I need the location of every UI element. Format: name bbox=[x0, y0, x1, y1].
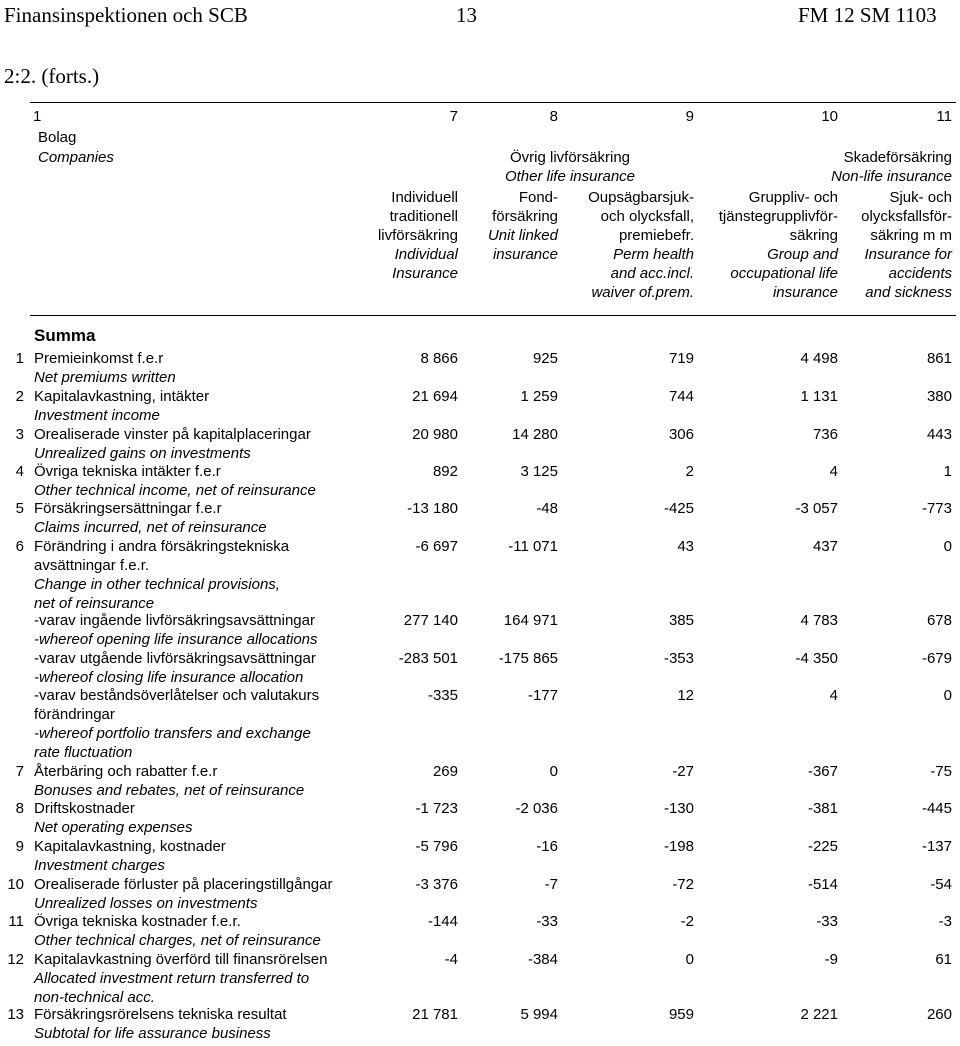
table-cell: 4 783 bbox=[800, 612, 838, 629]
row-label-sv: Orealiserade förluster på placeringstillgångar bbox=[34, 876, 333, 893]
table-cell: -16 bbox=[536, 838, 558, 855]
table-cell: 3 125 bbox=[520, 463, 558, 480]
col10-line: tjänstegrupplivför- bbox=[718, 208, 838, 225]
table-cell: 14 280 bbox=[512, 426, 558, 443]
row-label-sv: Kapitalavkastning, intäkter bbox=[34, 388, 210, 405]
page-header-right: FM 12 SM 1103 bbox=[798, 3, 937, 27]
col11-line: olycksfallsför- bbox=[861, 208, 952, 225]
row-label-en: net of reinsurance bbox=[34, 595, 155, 612]
table-cell: -679 bbox=[921, 650, 952, 667]
table-cell: -283 501 bbox=[398, 650, 458, 667]
table-cell: -177 bbox=[527, 687, 558, 704]
table-cell: -425 bbox=[663, 500, 694, 517]
header-bottom-rule bbox=[30, 315, 956, 316]
table-cell: -2 bbox=[680, 913, 694, 930]
summa-heading: Summa bbox=[34, 326, 96, 345]
table-cell: 164 971 bbox=[503, 612, 558, 629]
table-cell: 0 bbox=[943, 687, 952, 704]
col9-line-en: waiver of.prem. bbox=[591, 284, 694, 301]
table-cell: -1 723 bbox=[415, 800, 458, 817]
table-cell: 1 259 bbox=[520, 388, 558, 405]
row-number: 5 bbox=[15, 500, 24, 517]
col-number-7: 7 bbox=[449, 108, 458, 125]
row-label-en: non-technical acc. bbox=[34, 989, 155, 1006]
col7-line: traditionell bbox=[389, 208, 458, 225]
table-cell: -445 bbox=[921, 800, 952, 817]
row-label-sv: Kapitalavkastning överförd till finansrörelsen bbox=[34, 951, 328, 968]
table-cell: -7 bbox=[544, 876, 558, 893]
col8-line-en: Unit linked bbox=[487, 227, 558, 244]
table-cell: -773 bbox=[921, 500, 952, 517]
row-label-en: Allocated investment return transferred to bbox=[34, 970, 310, 987]
table-cell: 260 bbox=[926, 1006, 952, 1023]
table-top-rule bbox=[30, 102, 956, 103]
row-label-sv: Övriga tekniska kostnader f.e.r. bbox=[34, 913, 241, 930]
page-number: 13 bbox=[456, 3, 477, 27]
table-cell: -3 057 bbox=[795, 500, 838, 517]
row-label-sv: -varav beståndsöverlåtelser och valutakurs bbox=[34, 687, 320, 704]
row-number: 9 bbox=[15, 838, 24, 855]
col10-line-en: insurance bbox=[772, 284, 838, 301]
row-label-en: Net premiums written bbox=[34, 369, 176, 386]
table-cell: 277 140 bbox=[403, 612, 458, 629]
table-cell: -5 796 bbox=[415, 838, 458, 855]
row-label-sv: avsättningar f.e.r. bbox=[34, 557, 150, 574]
row-number: 1 bbox=[15, 350, 24, 367]
row-number: 12 bbox=[7, 951, 24, 968]
row-label-en: Net operating expenses bbox=[34, 819, 193, 836]
table-cell: -367 bbox=[807, 763, 838, 780]
col10-line-en: Group and bbox=[767, 246, 838, 263]
row-number: 6 bbox=[15, 538, 24, 555]
row-label-sv: -varav ingående livförsäkringsavsättningar bbox=[34, 612, 315, 629]
table-cell: -33 bbox=[536, 913, 558, 930]
table-cell: -175 865 bbox=[498, 650, 558, 667]
row-label-sv: -varav utgående livförsäkringsavsättningar bbox=[34, 650, 316, 667]
table-cell: 736 bbox=[812, 426, 838, 443]
table-cell: -27 bbox=[672, 763, 694, 780]
table-cell: 678 bbox=[926, 612, 952, 629]
table-cell: 5 994 bbox=[520, 1006, 558, 1023]
row-label-sv: Förändring i andra försäkringstekniska bbox=[34, 538, 290, 555]
table-cell: -3 376 bbox=[415, 876, 458, 893]
table-cell: 925 bbox=[532, 350, 558, 367]
col10-line: säkring bbox=[789, 227, 838, 244]
col9-line-en: and acc.incl. bbox=[610, 265, 694, 282]
table-cell: -137 bbox=[921, 838, 952, 855]
group-other-life-sv: Övrig livförsäkring bbox=[509, 149, 631, 166]
table-cell: -48 bbox=[536, 500, 558, 517]
table-cell: -4 bbox=[444, 951, 458, 968]
row-number: 7 bbox=[15, 763, 24, 780]
section-title: 2:2. (forts.) bbox=[4, 64, 100, 88]
table-cell: 2 bbox=[685, 463, 694, 480]
table-cell: 8 866 bbox=[420, 350, 458, 367]
row-number: 3 bbox=[15, 426, 24, 443]
row-label-en: -whereof opening life insurance allocations bbox=[34, 631, 318, 648]
table-cell: 861 bbox=[926, 350, 952, 367]
table-cell: -514 bbox=[807, 876, 838, 893]
table-cell: 43 bbox=[677, 538, 694, 555]
table-cell: -198 bbox=[663, 838, 694, 855]
row-label-en: Investment charges bbox=[34, 857, 165, 874]
table-cell: 380 bbox=[926, 388, 952, 405]
row-number: 10 bbox=[7, 876, 24, 893]
row-label-en: Investment income bbox=[34, 407, 160, 424]
col8-line: försäkring bbox=[492, 208, 558, 225]
row-label-sv: Orealiserade vinster på kapitalplaceringar bbox=[34, 426, 311, 443]
col-number-1: 1 bbox=[33, 108, 42, 125]
row-label-en: Other technical charges, net of reinsurance bbox=[34, 932, 321, 949]
col9-line: Oupsägbarsjuk- bbox=[588, 189, 694, 206]
row-label-en: Unrealized gains on investments bbox=[34, 445, 251, 462]
page-header-left: Finansinspektionen och SCB bbox=[4, 3, 248, 27]
group-nonlife-sv: Skadeförsäkring bbox=[843, 149, 952, 166]
col-number-11: 11 bbox=[936, 108, 952, 125]
table-cell: -11 071 bbox=[508, 538, 558, 555]
col-number-9: 9 bbox=[685, 108, 694, 125]
table-cell: 1 131 bbox=[800, 388, 838, 405]
row-label-en: -whereof portfolio transfers and exchange bbox=[34, 725, 311, 742]
col8-line-en: insurance bbox=[492, 246, 558, 263]
table-cell: -13 180 bbox=[407, 500, 458, 517]
table-cell: -6 697 bbox=[415, 538, 458, 555]
row-label-en: Unrealized losses on investments bbox=[34, 895, 258, 912]
table-cell: -335 bbox=[427, 687, 458, 704]
row-label-sv: Försäkringsersättningar f.e.r bbox=[34, 500, 222, 517]
col11-line-en: Insurance for bbox=[864, 246, 952, 263]
row-label-en: Subtotal for life assurance business bbox=[34, 1025, 271, 1042]
col7-line: Individuell bbox=[391, 189, 458, 206]
table-cell: 443 bbox=[926, 426, 952, 443]
row-number: 8 bbox=[15, 800, 24, 817]
table-cell: 4 498 bbox=[800, 350, 838, 367]
table-cell: -353 bbox=[663, 650, 694, 667]
row-label-sv: Övriga tekniska intäkter f.e.r bbox=[34, 463, 221, 480]
table-cell: 1 bbox=[943, 463, 952, 480]
table-cell: -3 bbox=[938, 913, 952, 930]
row-label-sv: Kapitalavkastning, kostnader bbox=[34, 838, 226, 855]
row-label-sv: förändringar bbox=[34, 706, 115, 723]
col7-line-en: Insurance bbox=[392, 265, 458, 282]
table-cell: -2 036 bbox=[515, 800, 558, 817]
bolag-label: Bolag bbox=[38, 129, 77, 146]
col11-line-en: accidents bbox=[888, 265, 952, 282]
table-cell: 437 bbox=[812, 538, 838, 555]
table-cell: 12 bbox=[677, 687, 694, 704]
col-number-8: 8 bbox=[549, 108, 558, 125]
row-label-en: Bonuses and rebates, net of reinsurance bbox=[34, 782, 305, 799]
table-cell: 269 bbox=[432, 763, 458, 780]
table-cell: -33 bbox=[816, 913, 838, 930]
table-cell: -54 bbox=[930, 876, 952, 893]
col9-line-en: Perm health bbox=[613, 246, 694, 263]
row-number: 2 bbox=[15, 388, 24, 405]
row-label-sv: Premieinkomst f.e.r bbox=[34, 350, 164, 367]
col10-line-en: occupational life bbox=[730, 265, 838, 282]
row-number: 13 bbox=[7, 1006, 24, 1023]
row-label-en: rate fluctuation bbox=[34, 744, 133, 761]
table-cell: 0 bbox=[943, 538, 952, 555]
table-cell: 0 bbox=[549, 763, 558, 780]
table-cell: -381 bbox=[807, 800, 838, 817]
table-cell: 959 bbox=[668, 1006, 694, 1023]
table-cell: 21 781 bbox=[412, 1006, 458, 1023]
group-nonlife-en: Non-life insurance bbox=[831, 168, 952, 185]
table-cell: 4 bbox=[829, 687, 838, 704]
col7-line: livförsäkring bbox=[377, 227, 458, 244]
table-cell: 385 bbox=[668, 612, 694, 629]
table-cell: -384 bbox=[527, 951, 558, 968]
table-cell: 20 980 bbox=[412, 426, 458, 443]
table-cell: 61 bbox=[935, 951, 952, 968]
col9-line: premiebefr. bbox=[618, 227, 694, 244]
row-label-en: Other technical income, net of reinsurance bbox=[34, 482, 316, 499]
col7-line-en: Individual bbox=[394, 246, 458, 263]
table-cell: -72 bbox=[672, 876, 694, 893]
row-label-en: Claims incurred, net of reinsurance bbox=[34, 519, 267, 536]
col11-line-en: and sickness bbox=[865, 284, 952, 301]
table-cell: 0 bbox=[685, 951, 694, 968]
table-cell: 4 bbox=[829, 463, 838, 480]
table-cell: 306 bbox=[668, 426, 694, 443]
table-cell: -144 bbox=[427, 913, 458, 930]
table-cell: -75 bbox=[930, 763, 952, 780]
col11-line: säkring m m bbox=[870, 227, 952, 244]
col8-line: Fond- bbox=[518, 189, 558, 206]
table-cell: -4 350 bbox=[795, 650, 838, 667]
col9-line: och olycksfall, bbox=[600, 208, 694, 225]
row-label-en: -whereof closing life insurance allocation bbox=[34, 669, 304, 686]
col11-line: Sjuk- och bbox=[889, 189, 952, 206]
row-label-sv: Försäkringsrörelsens tekniska resultat bbox=[34, 1006, 287, 1023]
table-cell: 744 bbox=[668, 388, 694, 405]
group-other-life-en: Other life insurance bbox=[504, 168, 636, 185]
row-label-en: Change in other technical provisions, bbox=[34, 576, 280, 593]
table-cell: 719 bbox=[668, 350, 694, 367]
table-cell: 2 221 bbox=[800, 1006, 838, 1023]
row-number: 4 bbox=[15, 463, 24, 480]
row-label-sv: Driftskostnader bbox=[34, 800, 135, 817]
table-cell: -225 bbox=[807, 838, 838, 855]
table-cell: -9 bbox=[824, 951, 838, 968]
companies-label: Companies bbox=[38, 149, 114, 166]
table-cell: -130 bbox=[663, 800, 694, 817]
table-cell: 892 bbox=[432, 463, 458, 480]
col-number-10: 10 bbox=[821, 108, 838, 125]
row-number: 11 bbox=[8, 913, 24, 930]
table-cell: 21 694 bbox=[412, 388, 458, 405]
col10-line: Gruppliv- och bbox=[748, 189, 838, 206]
row-label-sv: Återbäring och rabatter f.e.r bbox=[34, 763, 218, 780]
